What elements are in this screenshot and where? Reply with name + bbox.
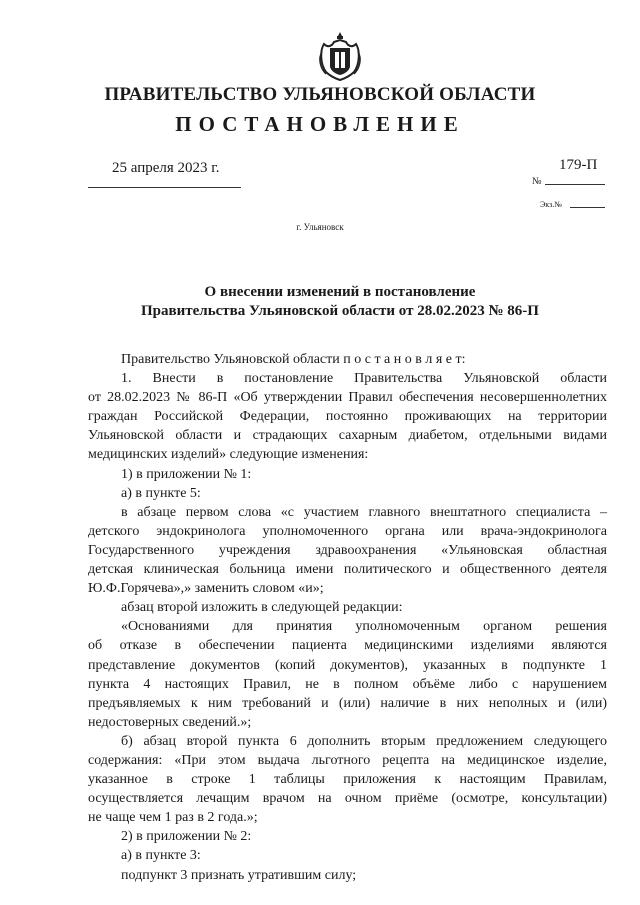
body-line: содержания: «При этом выдача льготного рецепта на медицинское изделие, — [88, 752, 607, 768]
document-type-title: ПОСТАНОВЛЕНИЕ — [175, 112, 465, 136]
heading-line: Правительства Ульяновской области от 28.02.2023 № 86-П — [141, 303, 539, 319]
body-line: осуществляется лечащим врачом на очном приёме (осмотре, консультации) — [88, 791, 607, 807]
body-line: 1) в приложении № 1: — [121, 466, 252, 482]
body-line: указанное в строке 1 таблицы приложения к настоящим Правилам, — [88, 772, 607, 788]
body-line: представление документов (копий документов), указанных в подпункте 1 — [88, 657, 607, 673]
body-line: 1. Внести в постановление Правительства Ульяновской области — [121, 371, 607, 387]
body-line: подпункт 3 признать утратившим силу; — [121, 867, 357, 883]
copy-number-underline — [570, 207, 605, 208]
body-line: детская клиническая больница имени политического и общественного деятеля — [88, 562, 607, 578]
body-line: предъявляемых к ним требований и (или) наличие в них неполных и (или) — [88, 695, 607, 711]
government-title: ПРАВИТЕЛЬСТВО УЛЬЯНОВСКОЙ ОБЛАСТИ — [104, 84, 536, 105]
body-line: граждан Российской Федерации, постоянно проживающих на территории — [88, 409, 607, 425]
body-line: а) в пункте 5: — [121, 485, 201, 501]
document-number: 179-П — [559, 157, 598, 173]
body-line: 2) в приложении № 2: — [121, 829, 252, 845]
body-line: Государственного учреждения здравоохранения «Ульяновская областная — [88, 542, 607, 558]
body-line: медицинских изделий» следующие изменения: — [88, 447, 369, 463]
body-line: не чаще чем 1 раз в 2 года.»; — [88, 810, 258, 826]
body-line: а) в пункте 3: — [121, 848, 201, 864]
body-line: в абзаце первом слова «с участием главного внештатного специалиста – — [121, 504, 607, 520]
body-line: об отказе в обеспечении пациента медицинскими изделиями являются — [88, 638, 607, 654]
body-line: пункта 4 настоящих Правил, не в полном объёме либо с нарушением — [88, 676, 607, 692]
document-date: 25 апреля 2023 г. — [112, 160, 220, 176]
date-underline — [88, 187, 241, 188]
body-line: «Основаниями для принятия уполномоченным органом решения — [121, 619, 607, 635]
number-underline — [545, 184, 605, 185]
number-sign: № — [532, 176, 542, 187]
body-line: Ю.Ф.Горячева»,» заменить словом «и»; — [88, 581, 324, 597]
document-body — [88, 350, 607, 885]
coat-of-arms-emblem — [318, 30, 362, 82]
heading-line: О внесении изменений в постановление — [204, 284, 476, 300]
body-line: детского эндокринолога уполномоченного органа или врача-эндокринолога — [88, 523, 607, 539]
body-line: недостоверных сведений.»; — [88, 714, 252, 730]
body-line: Правительство Ульяновской области п о с т а н о в л я е т: — [121, 352, 466, 367]
body-line: Ульяновской области и страдающих сахарным диабетом, отдельными видами — [88, 428, 607, 444]
city-name: г. Ульяновск — [296, 222, 344, 232]
document-heading — [0, 283, 640, 321]
copy-number-label: Экз.№ — [540, 200, 562, 209]
body-line: от 28.02.2023 № 86-П «Об утверждении Правил обеспечения несовершеннолетних — [88, 390, 607, 406]
body-line: б) абзац второй пункта 6 дополнить вторым предложением следующего — [121, 733, 607, 749]
body-line: абзац второй изложить в следующей редакции: — [121, 600, 403, 616]
